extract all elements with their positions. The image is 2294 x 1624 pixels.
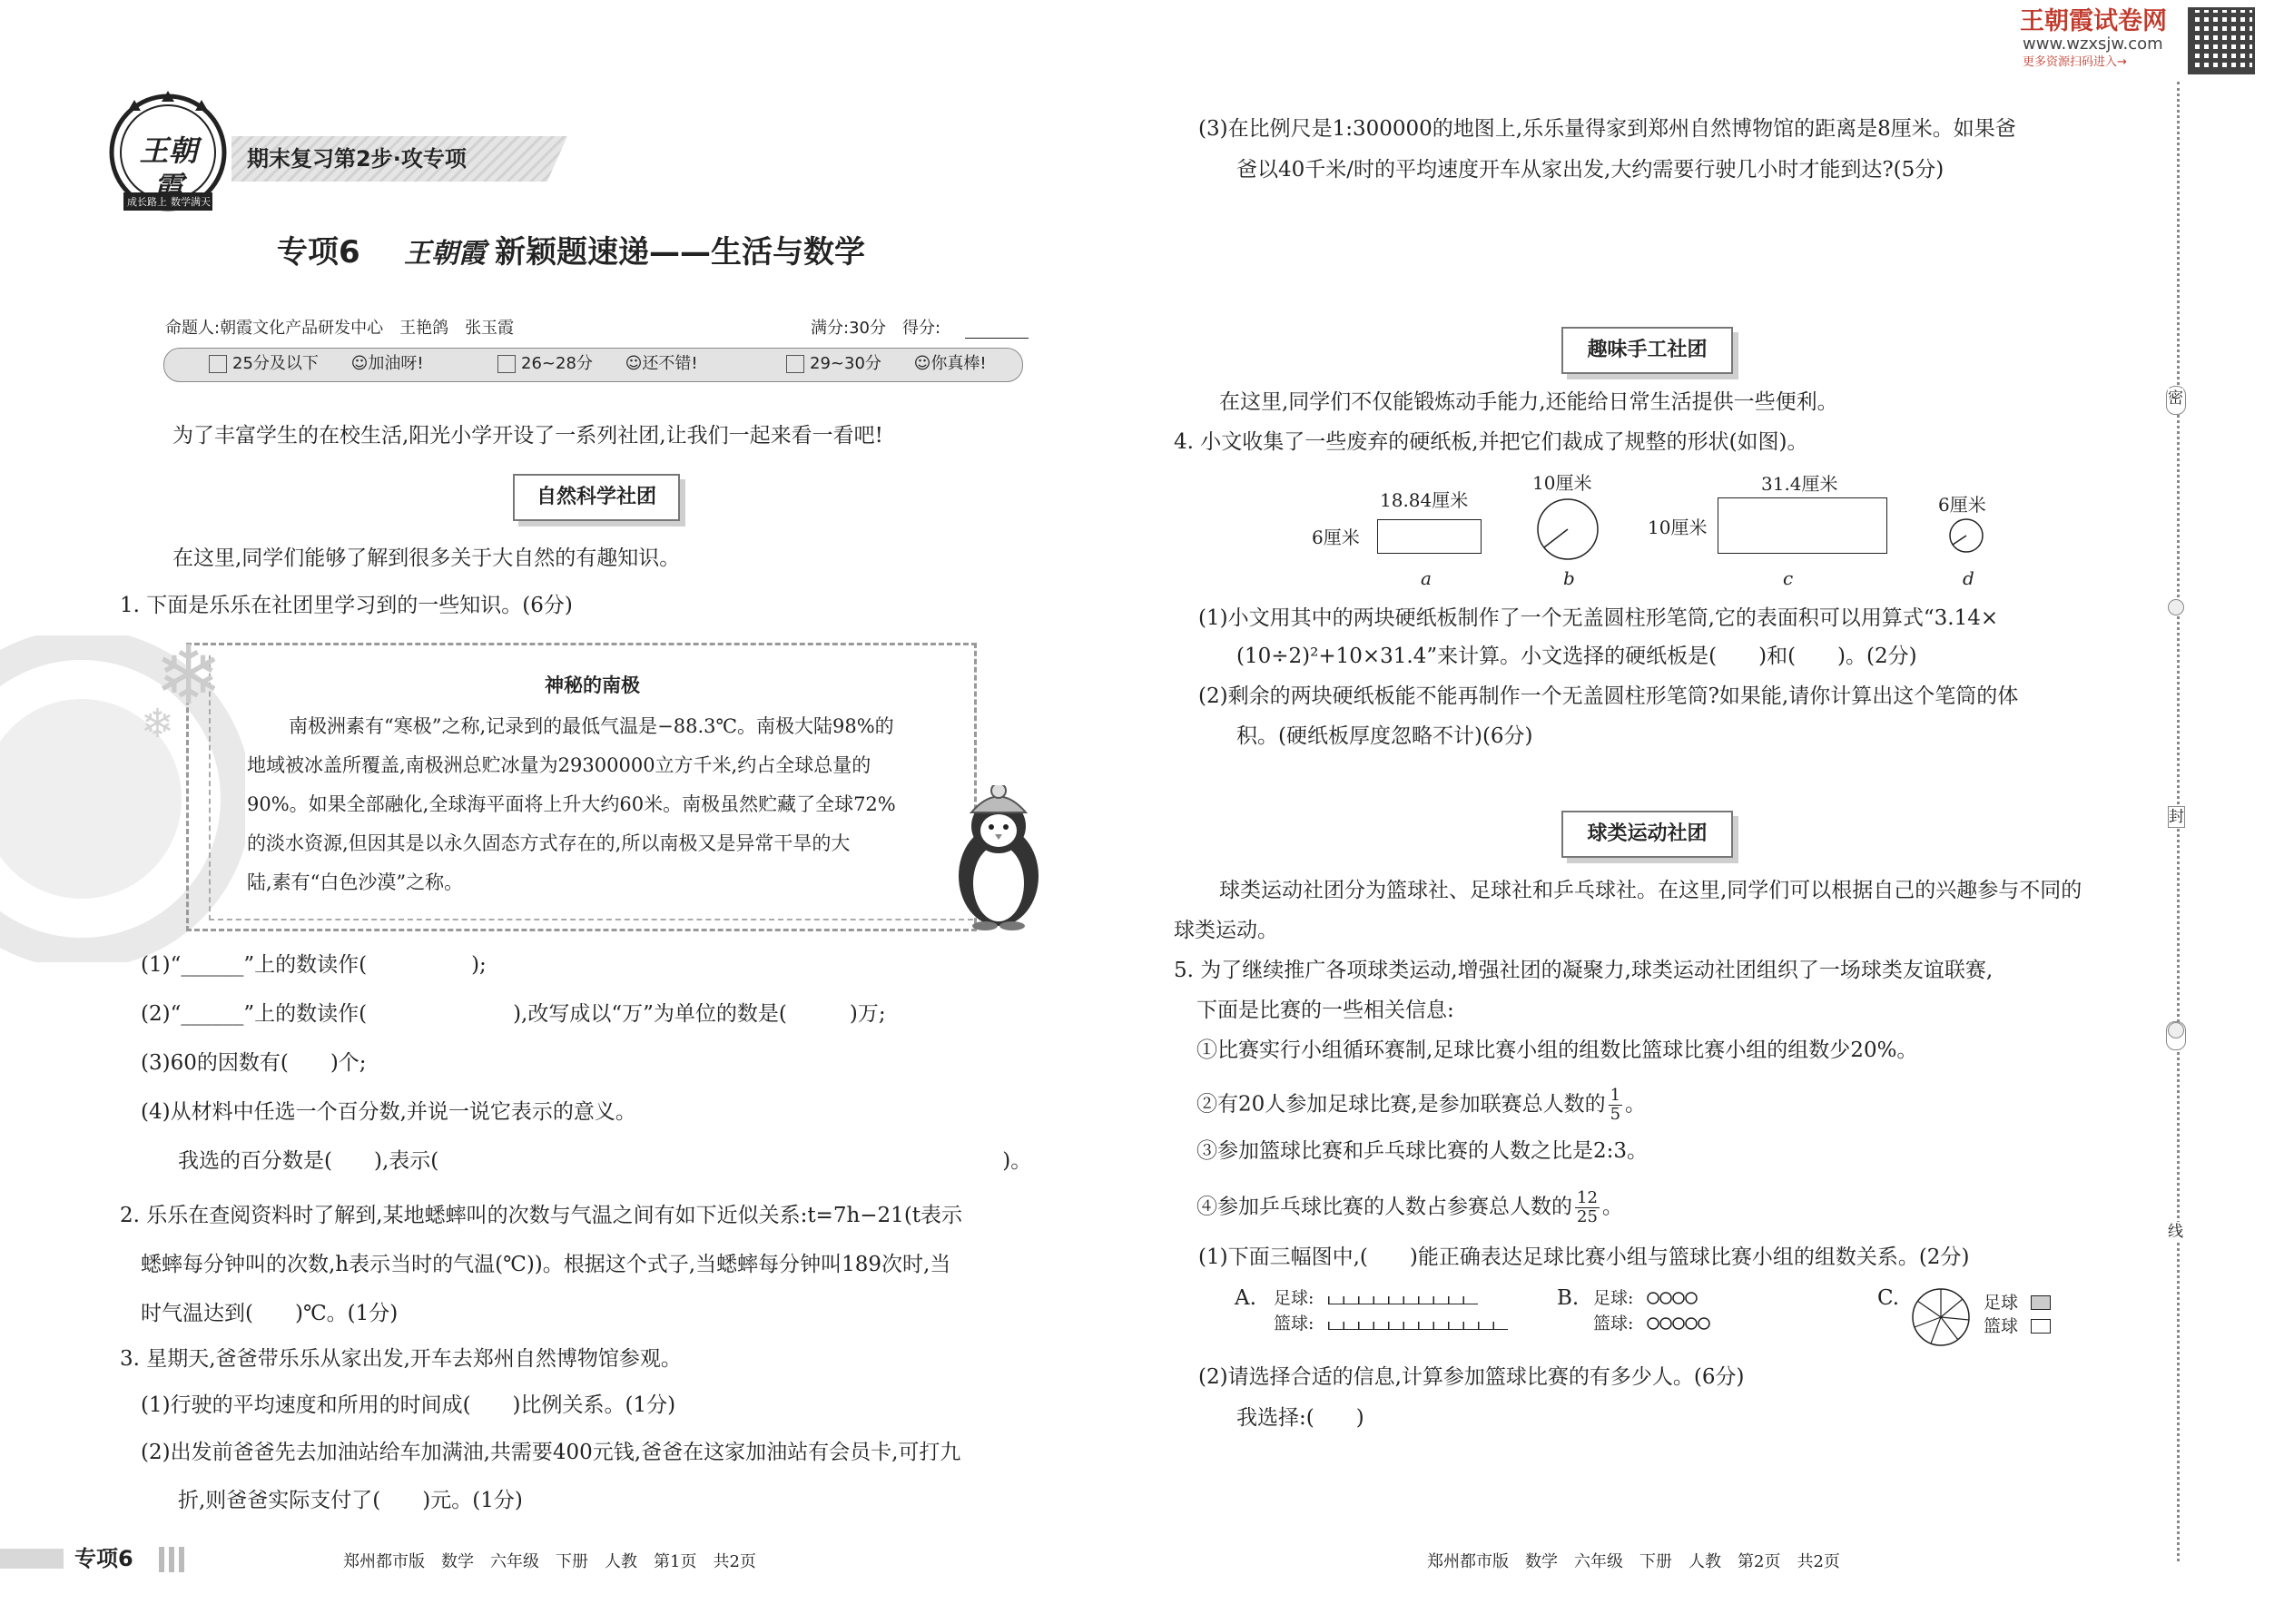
footer-tag: 专项6 [74, 1546, 133, 1571]
qr-code-icon[interactable] [2188, 7, 2255, 74]
option-c-pie [1911, 1287, 1971, 1347]
margin-char: 密 [2168, 389, 2183, 408]
fraction: $\frac{12}{25}$ [1577, 1188, 1598, 1226]
option-a-football-bar [1328, 1296, 1478, 1304]
binding-hole [2168, 1022, 2184, 1038]
club-title: 球类运动社团 [1561, 811, 1733, 858]
box-line: 地域被冰盖所覆盖,南极洲总贮冰量为29300000立方千米,约占全球总量的 [247, 754, 871, 776]
margin-char: 线 [2168, 1223, 2183, 1241]
box-line: 南极洲素有“寒极”之称,记录到的最低气温是−88.3℃。南极大陆98%的 [289, 715, 894, 737]
question-2-line: 时气温达到( )℃。(1分) [141, 1302, 399, 1325]
step-label: 期末复习第2步·攻专项 [247, 146, 467, 172]
checkbox-icon[interactable] [209, 355, 227, 373]
shape-b-circle [1536, 497, 1600, 561]
option-b-football-circles [1646, 1289, 1755, 1347]
club-title: 趣味手工社团 [1561, 327, 1733, 374]
checkbox-icon[interactable] [786, 355, 804, 373]
question-2-line: 蟋蟀每分钟叫的次数,h表示当时的气温(℃))。根据这个式子,当蟋蟀每分钟叫189次时,当 [141, 1253, 951, 1276]
fraction: $\frac{1}{5}$ [1610, 1086, 1621, 1124]
box-line: 陆,素有“白色沙漠”之称。 [247, 871, 464, 893]
info-2: ②有20人参加足球比赛,是参加联赛总人数的 $\frac{1}{5}$ 。 [1196, 1086, 1647, 1124]
question-3-2: (2)出发前爸爸先去加油站给车加满油,共需要400元钱,爸爸在这家加油站有会员卡,可打九 [141, 1441, 961, 1464]
basketball-label: 篮球: [1274, 1314, 1314, 1334]
option-c-label[interactable]: C. [1877, 1286, 1900, 1310]
question-5: 5. 为了继续推广各项球类运动,增强社团的凝聚力,球类运动社团组织了一场球类友谊联赛, [1174, 959, 1994, 982]
question-4-1: (1)小文用其中的两块硬纸板制作了一个无盖圆柱形笔筒,它的表面积可以用算式“3.14× [1198, 606, 1999, 630]
legend-basketball: 篮球 [1984, 1316, 2019, 1336]
question-2: 2. 乐乐在查阅资料时了解到,某地蟋蟀叫的次数与气温之间有如下近似关系:t=7h−21(t表示 [120, 1204, 963, 1227]
shape-c-top-label: 31.4厘米 [1761, 473, 1838, 495]
intro-text: 为了丰富学生的在校生活,阳光小学开设了一系列社团,让我们一起来看一看吧! [172, 424, 883, 448]
answer-line[interactable]: 我选的百分数是( ),表示( )。 [178, 1149, 1032, 1173]
question-5-1: (1)下面三幅图中,( )能正确表达足球比赛小组与篮球比赛小组的组数关系。(2分) [1198, 1245, 1970, 1269]
footer-squares [159, 1547, 184, 1572]
club-intro-line: 球类运动。 [1174, 919, 1278, 942]
box-line: 90%。如果全部融化,全球海平面将上升大约60米。南极虽然贮藏了全球72% [247, 793, 896, 815]
title-brand: 王朝霞 [404, 238, 486, 270]
legend-football: 足球 [1984, 1293, 2019, 1313]
logo-small-left: 成长路上 [127, 196, 167, 208]
club-intro: 在这里,同学们不仅能锻炼动手能力,还能给日常生活提供一些便利。 [1219, 390, 1838, 414]
smile-icon: ☺ [913, 354, 931, 373]
info-1: ①比赛实行小组循环赛制,足球比赛小组的组数比篮球比赛小组的组数少20%。 [1196, 1038, 1918, 1062]
question-5-2: (2)请选择合适的信息,计算参加篮球比赛的有多少人。(6分) [1198, 1365, 1745, 1389]
score-info: 满分:30分 得分: [811, 319, 941, 338]
score-blank[interactable] [965, 338, 1029, 339]
shape-a-side-label: 6厘米 [1312, 527, 1360, 548]
title-prefix: 专项6 [277, 234, 360, 271]
question-4-1-line: (10÷2)²+10×31.4”来计算。小文选择的硬纸板是( )和( )。(2分) [1236, 645, 1917, 668]
checkbox-icon[interactable] [497, 355, 516, 373]
shape-c-rectangle [1718, 497, 1887, 554]
question-1-1: (1)“______”上的数读作( ); [141, 953, 487, 977]
box-line: 的淡水资源,但因其是以永久固态方式存在的,所以南极又是异常干旱的大 [247, 832, 851, 854]
shape-a-rectangle [1377, 519, 1482, 554]
snowflake-icon: ❄ [141, 701, 174, 747]
club-intro: 球类运动社团分为篮球社、足球社和乒乓球社。在这里,同学们可以根据自己的兴趣参与不同的 [1219, 879, 2082, 902]
shape-c-side-label: 10厘米 [1648, 517, 1708, 538]
question-5-line: 下面是比赛的一些相关信息: [1196, 999, 1454, 1022]
answer-choice[interactable]: 我选择:( ) [1236, 1406, 1364, 1430]
footer-info: 郑州都市版 数学 六年级 下册 人教 第1页 共2页 [343, 1552, 756, 1571]
info-3: ③参加篮球比赛和乒乓球比赛的人数之比是2:3。 [1196, 1139, 1649, 1163]
footer-info: 郑州都市版 数学 六年级 下册 人教 第2页 共2页 [1427, 1552, 1840, 1571]
option-a-label[interactable]: A. [1235, 1286, 1256, 1310]
brand-logo [107, 91, 230, 218]
football-label: 足球: [1274, 1288, 1314, 1308]
question-3-2-line: 折,则爸爸实际支付了( )元。(1分) [178, 1489, 523, 1512]
question-4-2-line: 积。(硬纸板厚度忽略不计)(6分) [1236, 724, 1533, 748]
authors: 命题人:朝霞文化产品研发中心 王艳鸽 张玉霞 [165, 319, 515, 338]
shape-c-letter: c [1783, 567, 1794, 589]
site-url[interactable]: www.wzxsjw.com [2023, 34, 2163, 54]
question-3-3: (3)在比例尺是1:300000的地图上,乐乐量得家到郑州自然博物馆的距离是8厘米。如果爸 [1198, 117, 2016, 141]
football-label: 足球: [1593, 1288, 1634, 1308]
question-1-2: (2)“______”上的数读作( ),改写成以“万”为单位的数是( )万; [141, 1002, 886, 1026]
binding-hole [2168, 599, 2184, 615]
legend-basketball-swatch [2031, 1319, 2051, 1334]
margin-char: 封 [2169, 808, 2184, 826]
shape-b-letter: b [1563, 567, 1575, 589]
shape-a-top-label: 18.84厘米 [1380, 489, 1469, 511]
page-title: 新颖题速递——生活与数学 [495, 234, 865, 271]
legend-football-swatch [2031, 1295, 2051, 1310]
question-3-1: (1)行驶的平均速度和所用的时间成( )比例关系。(1分) [141, 1393, 676, 1417]
rating-item: 25分及以下 ☺加油呀! [209, 353, 424, 375]
site-name: 王朝霞试卷网 [2020, 7, 2167, 35]
shape-d-top-label: 6厘米 [1938, 494, 1986, 516]
footer-bar [0, 1549, 64, 1569]
question-1-3: (3)60的因数有( )个; [141, 1051, 367, 1075]
shape-d-circle [1948, 517, 1984, 554]
site-hint: 更多资源扫码进入→ [2023, 55, 2127, 69]
shape-d-letter: d [1963, 567, 1974, 589]
option-a-basketball-bar [1328, 1322, 1508, 1330]
option-b-label[interactable]: B. [1557, 1286, 1580, 1310]
rating-item: 26~28分 ☺还不错! [497, 353, 698, 375]
question-4: 4. 小文收集了一些废弃的硬纸板,并把它们裁成了规整的形状(如图)。 [1174, 430, 1808, 454]
club-title: 自然科学社团 [513, 474, 680, 521]
logo-text: 王朝霞 [139, 133, 198, 204]
shape-a-letter: a [1421, 567, 1432, 589]
club-intro: 在这里,同学们能够了解到很多关于大自然的有趣知识。 [172, 546, 681, 570]
question-1: 1. 下面是乐乐在社团里学习到的一些知识。(6分) [120, 594, 573, 617]
snowflake-icon: ❄ [154, 628, 223, 723]
question-4-2: (2)剩余的两块硬纸板能不能再制作一个无盖圆柱形笔筒?如果能,请你计算出这个笔筒的体 [1198, 684, 2019, 708]
smile-icon: ☺ [625, 354, 643, 373]
question-1-4: (4)从材料中任选一个百分数,并说一说它表示的意义。 [141, 1100, 636, 1124]
question-3: 3. 星期天,爸爸带乐乐从家出发,开车去郑州自然博物馆参观。 [120, 1347, 682, 1371]
box-title: 神秘的南极 [545, 674, 640, 696]
basketball-label: 篮球: [1593, 1314, 1634, 1334]
shape-b-top-label: 10厘米 [1532, 472, 1592, 494]
info-4: ④参加乒乓球比赛的人数占参赛总人数的 $\frac{12}{25}$ 。 [1196, 1188, 1623, 1226]
smile-icon: ☺ [350, 354, 369, 373]
rating-item: 29~30分 ☺你真棒! [786, 353, 987, 375]
logo-small-right: 数学满天 [171, 196, 211, 208]
question-3-3-line: 爸以40千米/时的平均速度开车从家出发,大约需要行驶几小时才能到达?(5分) [1236, 158, 1944, 182]
penguin-illustration [944, 785, 1053, 930]
